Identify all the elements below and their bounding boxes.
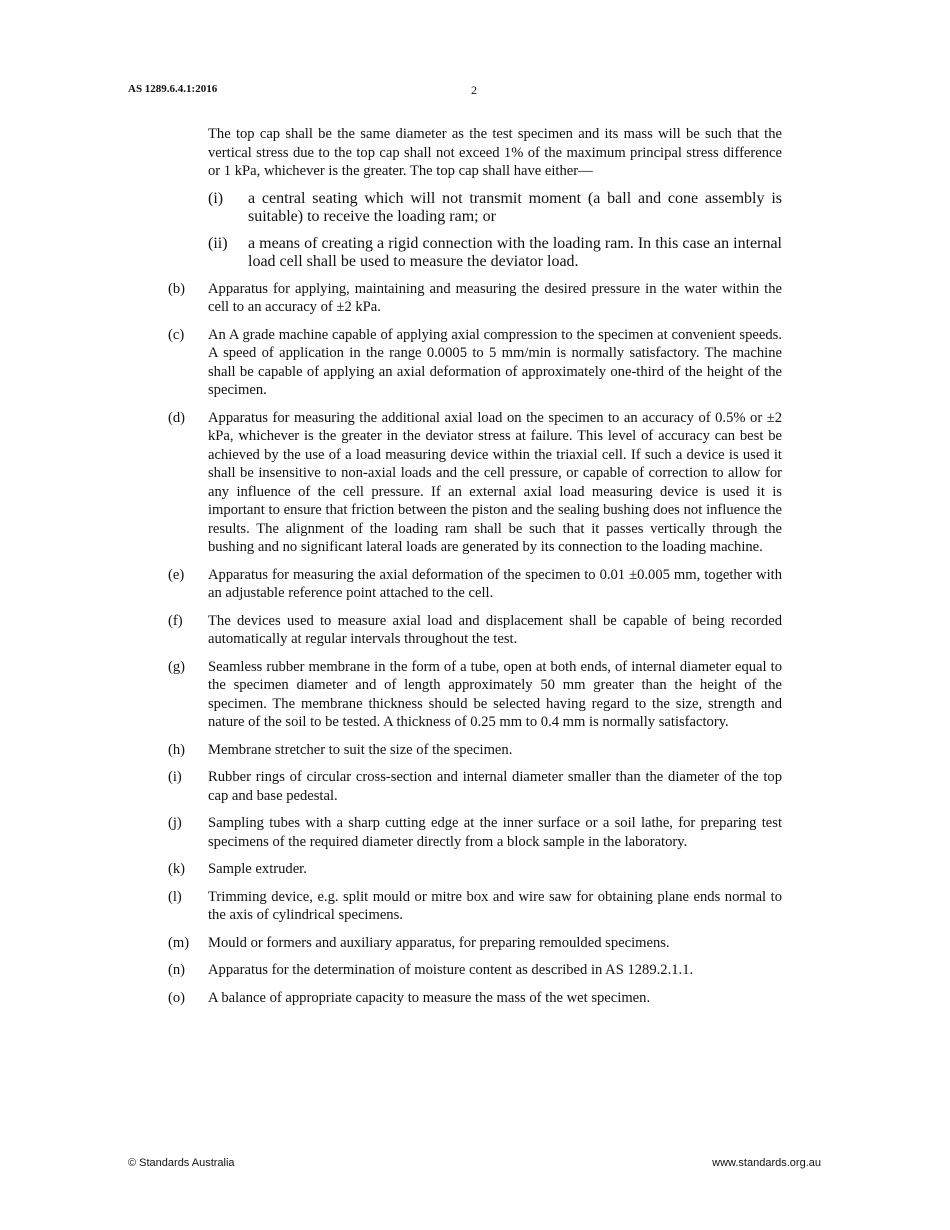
list-item xyxy=(168,326,782,400)
list-item xyxy=(168,989,782,1008)
list-item xyxy=(168,658,782,732)
list-item-text: Mould or formers and auxiliary apparatus, for preparing remoulded specimens. xyxy=(208,934,670,951)
list-item-text: Trimming device, e.g. split mould or mitre box and wire saw for obtaining plane ends normal to the axis of cylindrical specimens. xyxy=(208,888,782,923)
list-item xyxy=(168,814,782,851)
document-body xyxy=(0,125,950,1007)
list-item-label: (d) xyxy=(168,409,186,426)
list-item xyxy=(208,235,782,271)
list-item-text: Seamless rubber membrane in the form of a tube, open at both ends, of internal diameter equal to the specimen diameter and of length approximately 50 mm greater than the height of the specimen. The membrane thickness should be selected having regard to the size, strength and nature of the soil to be tested. A thickness of 0.25 mm to 0.4 mm is normally satisfactory. xyxy=(208,658,782,730)
footer-website-link[interactable]: www.standards.org.au xyxy=(712,1157,821,1169)
list-item xyxy=(168,888,782,925)
list-item-text: a central seating which will not transmit moment (a ball and cone assembly is suitable) to receive the loading ram; or xyxy=(248,189,782,225)
list-item xyxy=(168,961,782,980)
list-item-text: Apparatus for the determination of moisture content as described in AS 1289.2.1.1. xyxy=(208,962,694,978)
list-item-label: (n) xyxy=(168,962,186,978)
list-item xyxy=(168,280,782,317)
list-item-text: Sampling tubes with a sharp cutting edge at the inner surface or a soil lathe, for preparing test specimens of the required diameter directly from a block sample in the laboratory. xyxy=(208,815,782,850)
list-item-label: (c) xyxy=(168,326,185,343)
list-item-text: Rubber rings of circular cross-section and internal diameter smaller than the diameter of the top cap and base pedestal. xyxy=(208,769,782,804)
list-item xyxy=(208,190,782,226)
list-item-label: (o) xyxy=(168,989,186,1006)
list-item-label: (e) xyxy=(168,566,185,583)
list-item-label: (i) xyxy=(168,769,182,785)
list-item-label: (ii) xyxy=(208,234,228,252)
standard-id: AS 1289.6.4.1:2016 xyxy=(128,83,218,95)
list-item xyxy=(168,860,782,879)
list-item xyxy=(168,566,782,603)
list-item-text: Sample extruder. xyxy=(208,861,307,877)
list-item-label: (b) xyxy=(168,280,186,297)
list-item xyxy=(168,612,782,649)
page-number: 2 xyxy=(471,83,477,97)
intro-paragraph: The top cap shall be the same diameter as the test specimen and its mass will be such that the vertical stress due to the top cap shall not exceed 1% of the maximum principal stress difference or 1 kPa, whichever is the greater. The top cap shall have either— xyxy=(208,126,782,179)
list-item-label: (g) xyxy=(168,658,186,675)
list-item-label: (j) xyxy=(168,815,182,831)
list-item-label: (m) xyxy=(168,934,190,951)
footer-copyright: © Standards Australia xyxy=(128,1157,235,1169)
list-item xyxy=(168,741,782,760)
list-item xyxy=(168,768,782,805)
list-item-text: Apparatus for applying, maintaining and measuring the desired pressure in the water within the cell to an accuracy of ±2 kPa. xyxy=(208,280,782,315)
list-item-text: Apparatus for measuring the axial deformation of the specimen to 0.01 ±0.005 mm, together with an adjustable reference point attached to the cell. xyxy=(208,566,782,601)
list-item xyxy=(168,934,782,953)
list-item-text: The devices used to measure axial load and displacement shall be capable of being recorded automatically at regular intervals throughout the test. xyxy=(208,612,782,647)
list-item xyxy=(168,409,782,557)
list-item-label: (i) xyxy=(208,189,224,207)
list-item-text: A balance of appropriate capacity to measure the mass of the wet specimen. xyxy=(208,989,651,1006)
list-item-label: (l) xyxy=(168,888,182,905)
list-item-text: a means of creating a rigid connection with the loading ram. In this case an internal load cell shall be used to measure the deviator load. xyxy=(248,234,782,270)
list-item-text: An A grade machine capable of applying axial compression to the specimen at convenient speeds. A speed of application in the range 0.0005 to 5 mm/min is normally satisfactory. The machine shall be capable of applying an axial deformation of approximately one-third of the height of the specimen. xyxy=(208,326,782,398)
list-item-label: (h) xyxy=(168,741,186,758)
list-item-text: Membrane stretcher to suit the size of the specimen. xyxy=(208,741,513,758)
list-item-label: (k) xyxy=(168,861,186,877)
list-item-label: (f) xyxy=(168,612,183,629)
list-item-text: Apparatus for measuring the additional axial load on the specimen to an accuracy of 0.5% or ±2 kPa, whichever is the greater in the deviator stress at failure. This level of accuracy can best be achieved by the use of a load measuring device within the triaxial cell. If such a device is used it shall be insensitive to non-axial loads and the cell pressure, or capable of correction to allow for any influence of the cell pressure. If an external axial load measuring device is used it is important to ensure that friction between the piston and the sealing bushing does not influence the results. The alignment of the loading ram shall be such that it passes vertically through the bushing and no significant lateral loads are generated by its connection to the loading machine. xyxy=(208,409,782,555)
